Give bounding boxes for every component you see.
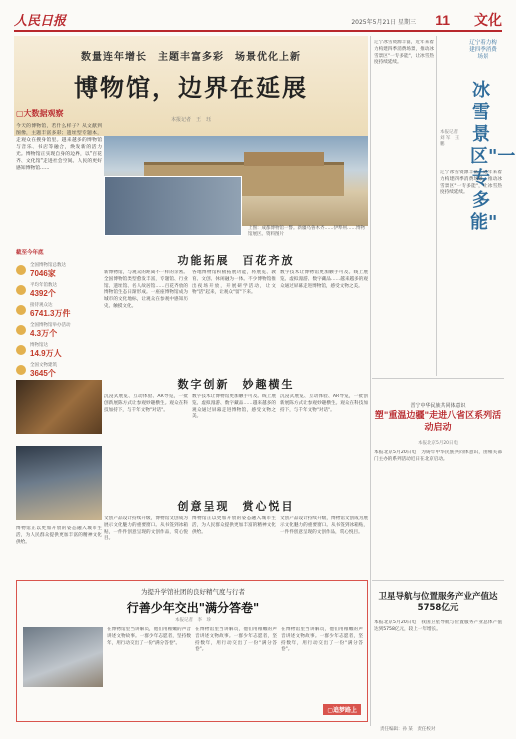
intro-heading: ▢大数据观察 <box>16 109 64 118</box>
section-divider <box>372 580 504 581</box>
article-text: 本报北京5月20日电 我国卫星导航与位置服务产业总体产值达到5758亿元，较上一年增长。 <box>374 620 502 632</box>
lead-byline: 本报记者 王 珏 <box>170 117 211 123</box>
stat-label: 接待观众达 <box>30 302 53 308</box>
photo-caption: 上图：成都博物馆一瞥。新疆乌鲁木齐……伊犁州……博物馆展区。资料图片 <box>248 226 365 237</box>
feature-byline: 本报记者 李 珍 <box>175 618 211 623</box>
exhibit-icon <box>16 285 26 295</box>
stat-label: 全国博物馆举办活动 <box>30 322 71 328</box>
intro-column <box>16 108 102 246</box>
activity-icon <box>16 325 26 335</box>
section-heading-right: 赏心悦目 <box>242 500 295 513</box>
stat-value: 3645个 <box>30 368 56 378</box>
stat-label: 平均年馆数达 <box>30 282 57 288</box>
section-heading-left: 数字创新 <box>177 378 230 391</box>
feature-text: 在博物馆里当讲解员，他们用稚嫩的声音讲述文物故事。一群少年志愿者，坚持数年，用行动交出了一份"满分答卷"。 <box>281 627 363 653</box>
section-divider <box>372 378 504 379</box>
stats-sidebar <box>16 248 102 378</box>
feature-text: 在博物馆里当讲解员，他们用稚嫩的声音讲述文物故事。一群少年志愿者，坚持数年，用行动交出了一份"满分答卷"。 <box>195 627 277 653</box>
stat-item <box>16 340 102 360</box>
feature-text: 在博物馆里当讲解员，他们用稚嫩的声音讲述文物故事。一群少年志愿者，坚持数年，用行动交出了一份"满分答卷"。 <box>107 627 191 646</box>
stat-value: 7046家 <box>30 268 56 278</box>
issue-date: 2025年5月21日 星期三 <box>351 19 416 26</box>
section-heading-left: 创意呈现 <box>177 500 230 513</box>
intro-text: 今天的博物馆，若什么样子？从文献到图像，主题丰富多彩；遗址型专题本，走观众在搜身馆里。越来越多的博物馆与音乐、书店等融合，焕发新的活力光。博物馆正实现自身的边界，以"百花齐、文化馆"走进社会空间。人民的更好感知博物馆…… <box>16 124 102 171</box>
column-divider <box>370 36 371 726</box>
visitors-photo <box>104 176 242 236</box>
section-heading <box>104 376 368 392</box>
stat-item <box>16 320 102 340</box>
article-text: 沉浸式展览、互动体验、AR导览，一批创新展陈方式让参观妙趣横生。观众在科技加持下，与千年文物"对话"。 <box>280 394 368 413</box>
low-headline: 卫星导航与位置服务产业产值达5758亿元 <box>378 592 498 613</box>
people-icon <box>16 345 26 355</box>
stat-value: 14.9万人 <box>30 348 62 358</box>
article-text: 本报北京5月20日电 为铸牢中华民族共同体意识，由相关部门主办的系列活动近日在北京启动。 <box>374 450 502 462</box>
artifact-photo <box>16 380 102 434</box>
masthead <box>14 10 502 32</box>
page-number: 11 <box>435 12 450 28</box>
feature-kicker: 为提升学馆社团的良好精气度与行者 <box>141 588 245 596</box>
feature-photo <box>23 627 103 687</box>
stat-label: 全国博物馆总数达 <box>30 262 66 268</box>
section-heading <box>104 498 368 514</box>
article-text: 新博物馆，与观众的距离不一样的亲密。全国博物馆类型愈发丰富，专题馆、行业馆、遗址馆、名人故居馆……百花齐放的博物馆生态日渐形成。一座座博物馆成为城市的文化地标，让观众在参观中感知历史、触摸文化。 <box>104 270 188 309</box>
stat-value: 6741.3万件 <box>30 308 71 318</box>
article-text: 沉浸式展览、互动体验、AR导览，一批创新展陈方式让参观妙趣横生。观众在科技加持下，与千年文物"对话"。 <box>104 394 188 413</box>
editor-credit: 责任编辑：孙 某 责任校对 <box>380 727 436 732</box>
column-tag: ▢追梦路上 <box>323 704 361 715</box>
section-heading-right: 百花齐放 <box>242 254 295 267</box>
mid-kicker: 晋宁中华民族共同体意识 <box>410 403 466 409</box>
museum-roof-shape <box>244 152 324 166</box>
article-text: 数字技术让博物馆更加触手可及。线上展览、虚拟漫游、数字藏品……越来越多的观众通过屏幕走进博物馆，感受文物之美。 <box>192 394 276 420</box>
lead-headline: 博物馆，边界在延展 <box>74 73 308 102</box>
article-text: 文创产品设计持续升级，博物馆文创成为展示文化魅力的重要窗口。从书签到冰箱贴，一件件创意呈现的文创作品，赏心悦目。 <box>104 516 188 542</box>
right-headline: 冰雪景区"一专多能" <box>470 80 516 233</box>
exhibition-photo <box>16 446 102 520</box>
right-byline: 本报记者 刘 军 王 鹏 <box>440 130 463 147</box>
right-kicker: 辽宁着力构建四季消费场景 <box>469 40 497 60</box>
section-heading-right: 妙趣横生 <box>242 378 295 391</box>
section-heading-left: 功能拓展 <box>177 254 230 267</box>
stat-item <box>16 260 102 280</box>
article-text: 辽宁冰雪资源丰富，近年来着力构建四季消费场景，推动冰雪景区"一专多能"，让冰雪热度持续延续。 <box>440 170 502 196</box>
stat-item <box>16 360 102 380</box>
article-text: 文创产品设计持续升级，博物馆文创成为展示文化魅力的重要窗口。从书签到冰箱贴，一件件创意呈现的文创作品，赏心悦目。 <box>280 516 368 535</box>
stat-item <box>16 300 102 320</box>
stat-value: 4.3万个 <box>30 328 58 338</box>
museum-icon <box>16 265 26 275</box>
lead-subtitle: 数量连年增长 主题丰富多彩 场景优化上新 <box>81 52 301 63</box>
stat-label: 博物馆达 <box>30 342 48 348</box>
feature-headline: 行善少年交出"满分答卷" <box>126 601 260 615</box>
visitors-icon <box>16 305 26 315</box>
article-text: 博物馆正以更加开放的姿态融入城市生活，为人民群众提供更加丰富的精神文化供给。 <box>16 526 102 545</box>
stat-value: 4392个 <box>30 288 56 298</box>
article-text: 博物馆正以更加开放的姿态融入城市生活，为人民群众提供更加丰富的精神文化供给。 <box>192 516 276 535</box>
article-text: 数字技术让博物馆更加触手可及。线上展览、虚拟漫游、数字藏品……越来越多的观众通过屏幕走进博物馆，感受文物之美。 <box>280 270 368 289</box>
mid-byline: 本报北京5月20日电 <box>417 441 459 446</box>
section-heading <box>104 252 368 268</box>
newspaper-logo: 人民日报 <box>14 14 67 29</box>
article-text: 辽宁冰雪资源丰富，近年来着力构建四季消费场景，推动冰雪景区"一专多能"，让冰雪热度持续延续。 <box>374 40 434 66</box>
section-name: 文化 <box>474 13 502 29</box>
feature-story-box <box>16 580 368 722</box>
mid-headline: 塑"重温边疆"走进八省区系列活动启动 <box>374 411 502 433</box>
stats-title: 截至今年底 <box>16 250 44 256</box>
stat-label: 全国文物建筑 <box>30 362 57 368</box>
article-text: 各地博物馆积极拓展功能，将展览、教育、文创、休闲融为一体。不少博物馆推出夜场开放，开展研学活动，让文物"活"起来，让观众"留"下来。 <box>192 270 276 296</box>
column-divider <box>436 36 437 376</box>
building-icon <box>16 365 26 375</box>
stat-item <box>16 280 102 300</box>
